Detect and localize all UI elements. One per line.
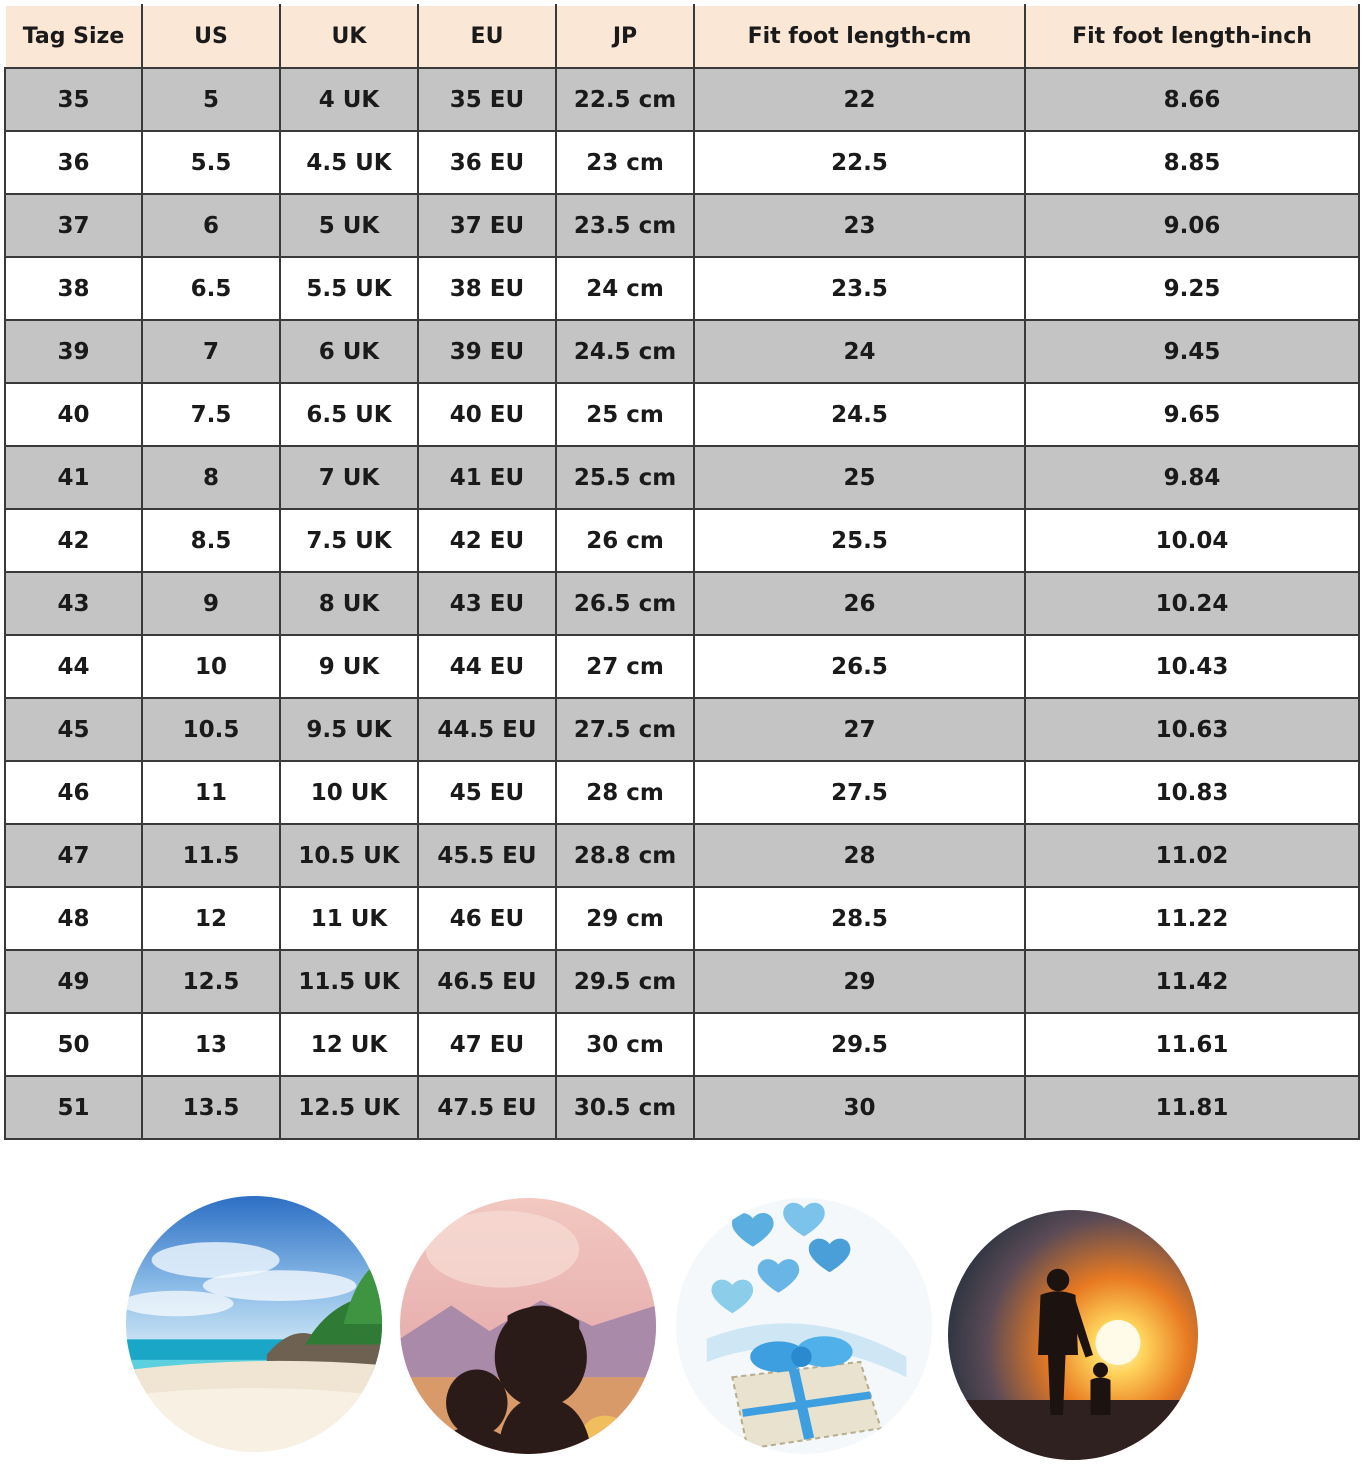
cell-us: 13 — [142, 1013, 280, 1076]
header-us: US — [142, 5, 280, 68]
beach-palm-photo — [126, 1196, 382, 1452]
cell-foot-length-inch: 9.06 — [1025, 194, 1359, 257]
cell-eu: 46.5 EU — [418, 950, 556, 1013]
cell-tag-size: 43 — [5, 572, 142, 635]
cell-tag-size: 47 — [5, 824, 142, 887]
cell-jp: 30 cm — [556, 1013, 694, 1076]
cell-eu: 39 EU — [418, 320, 556, 383]
cell-foot-length-cm: 23.5 — [694, 257, 1025, 320]
cell-eu: 45.5 EU — [418, 824, 556, 887]
cell-jp: 30.5 cm — [556, 1076, 694, 1139]
cell-foot-length-inch: 11.81 — [1025, 1076, 1359, 1139]
cell-tag-size: 50 — [5, 1013, 142, 1076]
cell-jp: 24 cm — [556, 257, 694, 320]
cell-uk: 7 UK — [280, 446, 418, 509]
cell-tag-size: 44 — [5, 635, 142, 698]
cell-foot-length-inch: 11.42 — [1025, 950, 1359, 1013]
table-row — [5, 887, 1359, 950]
cell-foot-length-inch: 9.84 — [1025, 446, 1359, 509]
cell-uk: 12 UK — [280, 1013, 418, 1076]
cell-tag-size: 49 — [5, 950, 142, 1013]
cell-foot-length-cm: 24 — [694, 320, 1025, 383]
cell-eu: 44 EU — [418, 635, 556, 698]
table-row — [5, 320, 1359, 383]
cell-tag-size: 46 — [5, 761, 142, 824]
cell-us: 10 — [142, 635, 280, 698]
cell-eu: 47 EU — [418, 1013, 556, 1076]
cell-jp: 29 cm — [556, 887, 694, 950]
cell-tag-size: 36 — [5, 131, 142, 194]
father-child-sunset-photo — [948, 1210, 1198, 1460]
cell-uk: 9 UK — [280, 635, 418, 698]
table-row — [5, 1013, 1359, 1076]
cell-us: 9 — [142, 572, 280, 635]
cell-us: 13.5 — [142, 1076, 280, 1139]
cell-us: 7 — [142, 320, 280, 383]
cell-foot-length-inch: 9.65 — [1025, 383, 1359, 446]
header-eu: EU — [418, 5, 556, 68]
cell-foot-length-inch: 10.43 — [1025, 635, 1359, 698]
table-row — [5, 761, 1359, 824]
cell-foot-length-cm: 28.5 — [694, 887, 1025, 950]
cell-foot-length-inch: 9.45 — [1025, 320, 1359, 383]
parent-child-silhouette-photo — [400, 1198, 656, 1454]
cell-uk: 5.5 UK — [280, 257, 418, 320]
cell-foot-length-inch: 8.85 — [1025, 131, 1359, 194]
cell-jp: 25 cm — [556, 383, 694, 446]
cell-tag-size: 51 — [5, 1076, 142, 1139]
cell-foot-length-cm: 24.5 — [694, 383, 1025, 446]
table-row — [5, 446, 1359, 509]
cell-eu: 41 EU — [418, 446, 556, 509]
table-row — [5, 383, 1359, 446]
cell-uk: 12.5 UK — [280, 1076, 418, 1139]
cell-foot-length-cm: 29.5 — [694, 1013, 1025, 1076]
cell-uk: 11.5 UK — [280, 950, 418, 1013]
cell-tag-size: 40 — [5, 383, 142, 446]
cell-jp: 26.5 cm — [556, 572, 694, 635]
cell-us: 12.5 — [142, 950, 280, 1013]
header-foot-length-cm: Fit foot length-cm — [694, 5, 1025, 68]
cell-tag-size: 39 — [5, 320, 142, 383]
cell-eu: 46 EU — [418, 887, 556, 950]
cell-foot-length-inch: 10.24 — [1025, 572, 1359, 635]
cell-us: 8 — [142, 446, 280, 509]
cell-eu: 36 EU — [418, 131, 556, 194]
cell-jp: 28.8 cm — [556, 824, 694, 887]
cell-foot-length-cm: 23 — [694, 194, 1025, 257]
cell-us: 10.5 — [142, 698, 280, 761]
cell-uk: 10 UK — [280, 761, 418, 824]
cell-uk: 4.5 UK — [280, 131, 418, 194]
cell-foot-length-cm: 26.5 — [694, 635, 1025, 698]
cell-tag-size: 35 — [5, 68, 142, 131]
cell-us: 7.5 — [142, 383, 280, 446]
table-row — [5, 194, 1359, 257]
header-row — [5, 5, 1359, 68]
cell-jp: 23.5 cm — [556, 194, 694, 257]
cell-jp: 22.5 cm — [556, 68, 694, 131]
cell-foot-length-inch: 9.25 — [1025, 257, 1359, 320]
table-row — [5, 509, 1359, 572]
cell-us: 12 — [142, 887, 280, 950]
cell-eu: 45 EU — [418, 761, 556, 824]
cell-uk: 5 UK — [280, 194, 418, 257]
cell-foot-length-inch: 10.04 — [1025, 509, 1359, 572]
cell-uk: 4 UK — [280, 68, 418, 131]
cell-tag-size: 41 — [5, 446, 142, 509]
cell-jp: 24.5 cm — [556, 320, 694, 383]
cell-tag-size: 38 — [5, 257, 142, 320]
cell-eu: 35 EU — [418, 68, 556, 131]
cell-tag-size: 42 — [5, 509, 142, 572]
cell-eu: 38 EU — [418, 257, 556, 320]
cell-foot-length-cm: 22.5 — [694, 131, 1025, 194]
cell-jp: 26 cm — [556, 509, 694, 572]
cell-foot-length-cm: 22 — [694, 68, 1025, 131]
cell-foot-length-cm: 28 — [694, 824, 1025, 887]
table-row — [5, 1076, 1359, 1139]
table-row — [5, 572, 1359, 635]
cell-jp: 23 cm — [556, 131, 694, 194]
cell-jp: 25.5 cm — [556, 446, 694, 509]
cell-tag-size: 37 — [5, 194, 142, 257]
cell-uk: 6.5 UK — [280, 383, 418, 446]
cell-foot-length-cm: 25 — [694, 446, 1025, 509]
cell-foot-length-inch: 10.83 — [1025, 761, 1359, 824]
cell-uk: 9.5 UK — [280, 698, 418, 761]
cell-foot-length-cm: 27.5 — [694, 761, 1025, 824]
table-row — [5, 635, 1359, 698]
cell-uk: 8 UK — [280, 572, 418, 635]
cell-foot-length-cm: 27 — [694, 698, 1025, 761]
cell-foot-length-inch: 11.61 — [1025, 1013, 1359, 1076]
cell-tag-size: 45 — [5, 698, 142, 761]
table-row — [5, 257, 1359, 320]
cell-jp: 28 cm — [556, 761, 694, 824]
cell-eu: 37 EU — [418, 194, 556, 257]
cell-foot-length-inch: 11.22 — [1025, 887, 1359, 950]
cell-us: 8.5 — [142, 509, 280, 572]
cell-us: 5 — [142, 68, 280, 131]
cell-eu: 40 EU — [418, 383, 556, 446]
cell-eu: 43 EU — [418, 572, 556, 635]
cell-uk: 10.5 UK — [280, 824, 418, 887]
header-uk: UK — [280, 5, 418, 68]
cell-uk: 6 UK — [280, 320, 418, 383]
cell-us: 11 — [142, 761, 280, 824]
cell-jp: 29.5 cm — [556, 950, 694, 1013]
cell-eu: 44.5 EU — [418, 698, 556, 761]
table-row — [5, 698, 1359, 761]
cell-us: 5.5 — [142, 131, 280, 194]
cell-foot-length-inch: 10.63 — [1025, 698, 1359, 761]
table-row — [5, 131, 1359, 194]
cell-eu: 42 EU — [418, 509, 556, 572]
cell-tag-size: 48 — [5, 887, 142, 950]
table-row — [5, 950, 1359, 1013]
cell-us: 11.5 — [142, 824, 280, 887]
table-row — [5, 68, 1359, 131]
cell-us: 6.5 — [142, 257, 280, 320]
cell-foot-length-cm: 30 — [694, 1076, 1025, 1139]
header-tag-size: Tag Size — [5, 5, 142, 68]
cell-uk: 11 UK — [280, 887, 418, 950]
cell-foot-length-inch: 11.02 — [1025, 824, 1359, 887]
cell-us: 6 — [142, 194, 280, 257]
cell-foot-length-cm: 25.5 — [694, 509, 1025, 572]
header-foot-length-inch: Fit foot length-inch — [1025, 5, 1359, 68]
cell-eu: 47.5 EU — [418, 1076, 556, 1139]
header-jp: JP — [556, 5, 694, 68]
gift-box-hearts-photo — [676, 1198, 932, 1454]
photo-strip — [0, 1190, 1363, 1460]
size-chart-table — [4, 4, 1360, 1140]
table-row — [5, 824, 1359, 887]
cell-foot-length-inch: 8.66 — [1025, 68, 1359, 131]
cell-jp: 27.5 cm — [556, 698, 694, 761]
cell-foot-length-cm: 26 — [694, 572, 1025, 635]
cell-foot-length-cm: 29 — [694, 950, 1025, 1013]
size-chart-body — [5, 68, 1359, 1139]
cell-uk: 7.5 UK — [280, 509, 418, 572]
cell-jp: 27 cm — [556, 635, 694, 698]
